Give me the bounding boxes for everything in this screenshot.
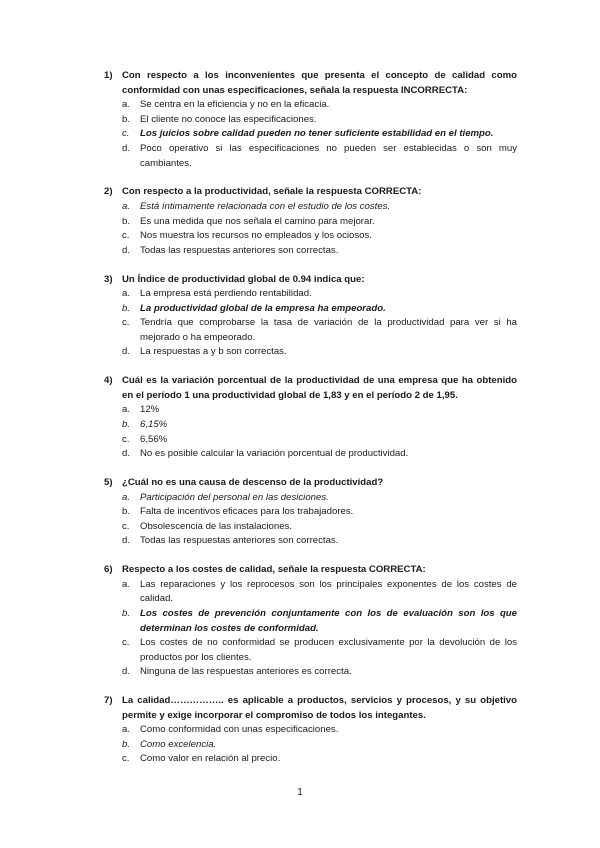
question-header [104, 273, 517, 288]
option-letter: c. [122, 230, 130, 242]
option-letter: d. [122, 448, 131, 460]
question-number: 5) [104, 477, 113, 488]
question-number: 3) [104, 273, 113, 285]
option-text: Los juicios sobre calidad pueden no tener suficiente estabilidad en el tiempo. [140, 128, 494, 140]
question-number: 6) [104, 564, 113, 576]
option-letter: b. [122, 302, 131, 314]
option-text: Tendría que comprobarse la tasa de variación de la productividad para ver si ha mejorado o ha empeorado. [140, 317, 517, 343]
option-text: Falta de incentivos eficaces para los trabajadores. [140, 506, 354, 518]
answer-option [122, 215, 517, 230]
option-text: Los costes de prevención conjuntamente con los de evaluación son los que determinan los costes de conformidad. [140, 607, 517, 634]
question-text: ¿Cuál no es una causa de descenso de la productividad? [122, 477, 384, 488]
question-text: Respecto a los costes de calidad, señale la respuesta CORRECTA: [122, 564, 426, 576]
option-letter: a. [122, 724, 131, 736]
option-letter: a. [122, 491, 131, 503]
option-letter: a. [122, 404, 131, 416]
answer-option [122, 433, 517, 448]
option-text: Todas las respuestas anteriores son correctas. [140, 535, 339, 547]
question-text: Cuál es la variación porcentual de la productividad de una empresa que ha obtenido en el período 1 una productividad global de 1,83 y en el período 2 de 1,95. [122, 375, 517, 401]
question-3 [104, 273, 517, 361]
question-5 [104, 476, 517, 549]
option-letter: a. [122, 200, 131, 212]
answer-option [122, 418, 517, 433]
option-text: Como conformidad con unas especificaciones. [140, 724, 339, 736]
answer-option [122, 345, 517, 360]
question-number: 1) [104, 70, 113, 81]
answer-option [122, 723, 517, 738]
answer-option [122, 287, 517, 302]
answer-option [122, 636, 517, 665]
option-text: Los costes de no conformidad se producen exclusivamente por la devolución de los productos por los clientes. [140, 637, 517, 663]
option-letter: d. [122, 244, 131, 256]
option-text: El cliente no conoce las especificaciones. [140, 113, 317, 125]
option-letter: a. [122, 288, 131, 300]
answer-option [122, 316, 517, 345]
option-letter: a. [122, 578, 131, 590]
answer-option [122, 520, 517, 535]
option-letter: c. [122, 433, 130, 445]
question-header [104, 374, 517, 403]
answer-option [122, 491, 517, 506]
option-text: Participación del personal en las desiciones. [140, 491, 329, 503]
option-letter: d. [122, 666, 131, 678]
option-text: Todas las respuestas anteriores son correctas. [140, 244, 339, 256]
question-7 [104, 694, 517, 767]
option-letter: b. [122, 215, 131, 227]
question-header [104, 694, 517, 723]
option-letter: c. [122, 637, 130, 649]
question-2 [104, 185, 517, 258]
question-1 [104, 69, 517, 171]
answer-option [122, 244, 517, 259]
answer-option [122, 229, 517, 244]
option-text: Ninguna de las respuestas anteriores es correcta. [140, 666, 352, 678]
option-text: La empresa está perdiendo rentabilidad. [140, 288, 312, 300]
option-text: Poco operativo si las especificaciones no pueden ser establecidas o son muy cambiantes. [140, 142, 517, 169]
answer-option [122, 447, 517, 462]
question-text: Con respecto a los inconvenientes que presenta el concepto de calidad como conformidad con unas especificaciones, señala la respuesta INCORRECTA: [122, 70, 517, 96]
option-text: 6,56% [140, 433, 168, 445]
answer-option [122, 534, 517, 549]
answer-option [122, 578, 517, 607]
option-letter: b. [122, 738, 131, 750]
option-text: Las reparaciones y los reprocesos son los principales exponentes de los costes de calidad. [140, 578, 517, 605]
answer-option [122, 738, 517, 753]
option-letter: c. [122, 128, 130, 140]
question-number: 4) [104, 375, 113, 387]
option-text: No es posible calcular la variación porcentual de productividad. [140, 448, 409, 460]
option-text: La productividad global de la empresa ha empeorado. [140, 302, 386, 314]
option-letter: d. [122, 142, 131, 154]
option-text: Nos muestra los recursos no empleados y los ociosos. [140, 230, 372, 242]
option-letter: b. [122, 113, 131, 125]
answer-option [122, 113, 517, 128]
option-text: Como valor en relación al precio. [140, 753, 281, 765]
answer-option [122, 302, 517, 317]
option-letter: b. [122, 419, 131, 431]
option-text: Obsolescencia de las instalaciones. [140, 520, 292, 532]
option-letter: d. [122, 535, 131, 547]
answer-option [122, 98, 517, 113]
option-text: 12% [140, 404, 160, 416]
option-letter: c. [122, 520, 130, 532]
question-text: La calidad…………….. es aplicable a productos, servicios y procesos, y su objetivo permite y exige incorporar el compromiso de todos los integantes. [122, 695, 517, 721]
question-text: Con respecto a la productividad, señale la respuesta CORRECTA: [122, 186, 422, 198]
option-letter: c. [122, 317, 130, 329]
answer-option [122, 403, 517, 418]
question-header [104, 563, 517, 578]
page-number: 1 [297, 787, 303, 798]
question-6 [104, 563, 517, 680]
answer-option [122, 607, 517, 636]
question-list [104, 69, 517, 781]
option-letter: b. [122, 506, 131, 518]
answer-option [122, 752, 517, 767]
question-header [104, 69, 517, 98]
question-number: 7) [104, 695, 113, 707]
question-header [104, 185, 517, 200]
option-text: Es una medida que nos señala el camino para mejorar. [140, 215, 375, 227]
question-header [104, 476, 517, 491]
question-number: 2) [104, 186, 113, 198]
answer-option [122, 665, 517, 680]
option-letter: a. [122, 99, 131, 111]
option-text: 6,15% [140, 419, 168, 431]
answer-option [122, 200, 517, 215]
option-text: Se centra en la eficiencia y no en la eficacia. [140, 99, 330, 111]
option-letter: d. [122, 346, 131, 358]
option-letter: c. [122, 753, 130, 765]
option-text: Como excelencia. [140, 738, 217, 750]
question-4 [104, 374, 517, 462]
answer-option [122, 127, 517, 142]
question-text: Un Índice de productividad global de 0.94 indica que: [122, 273, 365, 285]
option-text: Está íntimamente relacionada con el estudio de los costes. [140, 200, 391, 212]
option-letter: b. [122, 607, 131, 619]
answer-option [122, 505, 517, 520]
answer-option [122, 142, 517, 171]
option-text: La respuestas a y b son correctas. [140, 346, 287, 358]
